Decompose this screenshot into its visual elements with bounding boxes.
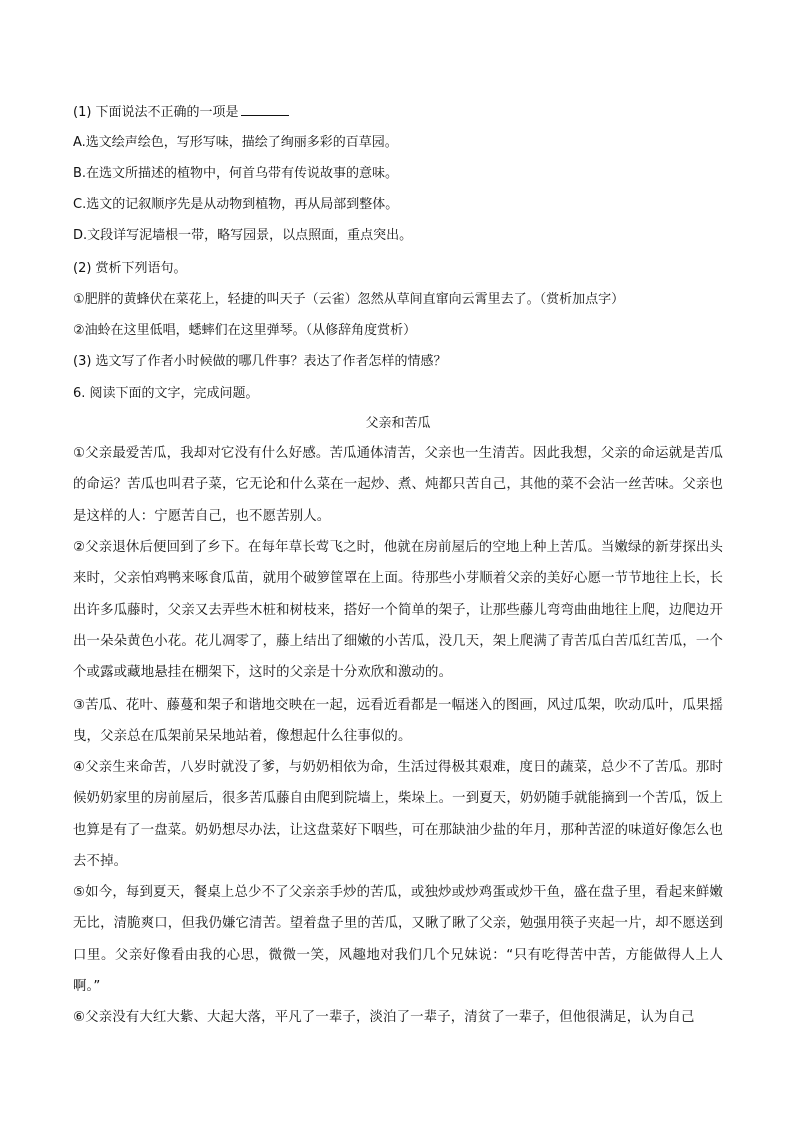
question-2-item-1: ①肥胖的黄蜂伏在菜花上，轻捷的叫天子（云雀）忽然从草间直窜向云霄里去了。（赏析加点字） xyxy=(73,292,625,307)
article-paragraph-2: ②父亲退休后便回到了乡下。在每年草长莺飞之时，他就在房前屋后的空地上种上苦瓜。当嫩绿的新芽探出头来时，父亲怕鸡鸭来啄食瓜苗，就用个破箩筐罩在上面。待那些小芽顺着父亲的美好心愿一节节地往上长，长出许多瓜藤时，父亲又去弄些木桩和树枝来，搭好一个简单的架子，让那些藤儿弯弯曲曲地往上爬，边爬边开出一朵朵黄色小花。花儿凋零了，藤上结出了细嫩的小苦瓜，没几天，架上爬满了青苦瓜白苦瓜红苦瓜，一个个或露或藏地悬挂在棚架下，这时的父亲是十分欢欣和激动的。 xyxy=(73,540,723,681)
article-paragraph-6: ⑥父亲没有大红大紫、大起大落，平凡了一辈子，淡泊了一辈子，清贫了一辈子，但他很满足，认为自己 xyxy=(73,1010,695,1025)
question-1-text: (1) 下面说法不正确的一项是 xyxy=(73,105,239,120)
article-paragraph-4: ④父亲生来命苦，八岁时就没了爹，与奶奶相依为命，生活过得极其艰难，度日的蔬菜，总少不了苦瓜。那时候奶奶家里的房前屋后，很多苦瓜藤自由爬到院墙上，柴垛上。一到夏天，奶奶随手就能摘到一个苦瓜，饭上也算是有了一盘菜。奶奶想尽办法，让这盘菜好下咽些，可在那缺油少盐的年月，那种苦涩的味道好像怎么也去不掉。 xyxy=(73,760,723,869)
option-c: C.选文的记叙顺序先是从动物到植物，再从局部到整体。 xyxy=(73,197,399,212)
article-paragraph-1: ①父亲最爱苦瓜，我却对它没有什么好感。苦瓜通体清苦，父亲也一生清苦。因此我想，父亲的命运就是苦瓜的命运？苦瓜也叫君子菜，它无论和什么菜在一起炒、煮、炖都只苦自己，其他的菜不会沾一丝苦味。父亲也是这样的人：宁愿苦自己，也不愿苦别人。 xyxy=(73,446,723,524)
question-3-stem: (3) 选文写了作者小时候做的哪几件事？表达了作者怎样的情感？ xyxy=(73,354,447,369)
question-2-item-2: ②油蛉在这里低唱，蟋蟀们在这里弹琴。（从修辞角度赏析） xyxy=(73,323,417,338)
question-2-stem: (2) 赏析下列语句。 xyxy=(73,261,187,276)
answer-blank xyxy=(241,103,289,116)
option-d: D.文段详写泥墙根一带，略写园景，以点照面，重点突出。 xyxy=(73,228,413,243)
article-paragraph-5: ⑤如今，每到夏天，餐桌上总少不了父亲亲手炒的苦瓜，或独炒或炒鸡蛋或炒干鱼，盛在盘子里，看起来鲜嫩无比，清脆爽口，但我仍嫌它清苦。望着盘子里的苦瓜，又瞅了瞅了父亲，勉强用筷子夹起一片，却不愿送到口里。父亲好像看由我的心思，微微一笑，风趣地对我们几个兄妹说：“只有吃得苦中苦，方能做得人上人啊。” xyxy=(73,885,723,994)
article-paragraph-3: ③苦瓜、花叶、藤蔓和架子和谐地交映在一起，远看近看都是一幅迷入的图画，风过瓜架，吹动瓜叶，瓜果摇曳，父亲总在瓜架前呆呆地站着，像想起什么往事似的。 xyxy=(73,698,723,745)
option-a: A.选文绘声绘色，写形写味，描绘了绚丽多彩的百草园。 xyxy=(73,135,398,150)
option-b: B.在选文所描述的植物中，何首乌带有传说故事的意味。 xyxy=(73,166,399,181)
question-6-stem: 6. 阅读下面的文字，完成问题。 xyxy=(73,386,259,401)
question-1-stem xyxy=(73,103,289,122)
article-title: 父亲和苦瓜 xyxy=(365,416,431,431)
